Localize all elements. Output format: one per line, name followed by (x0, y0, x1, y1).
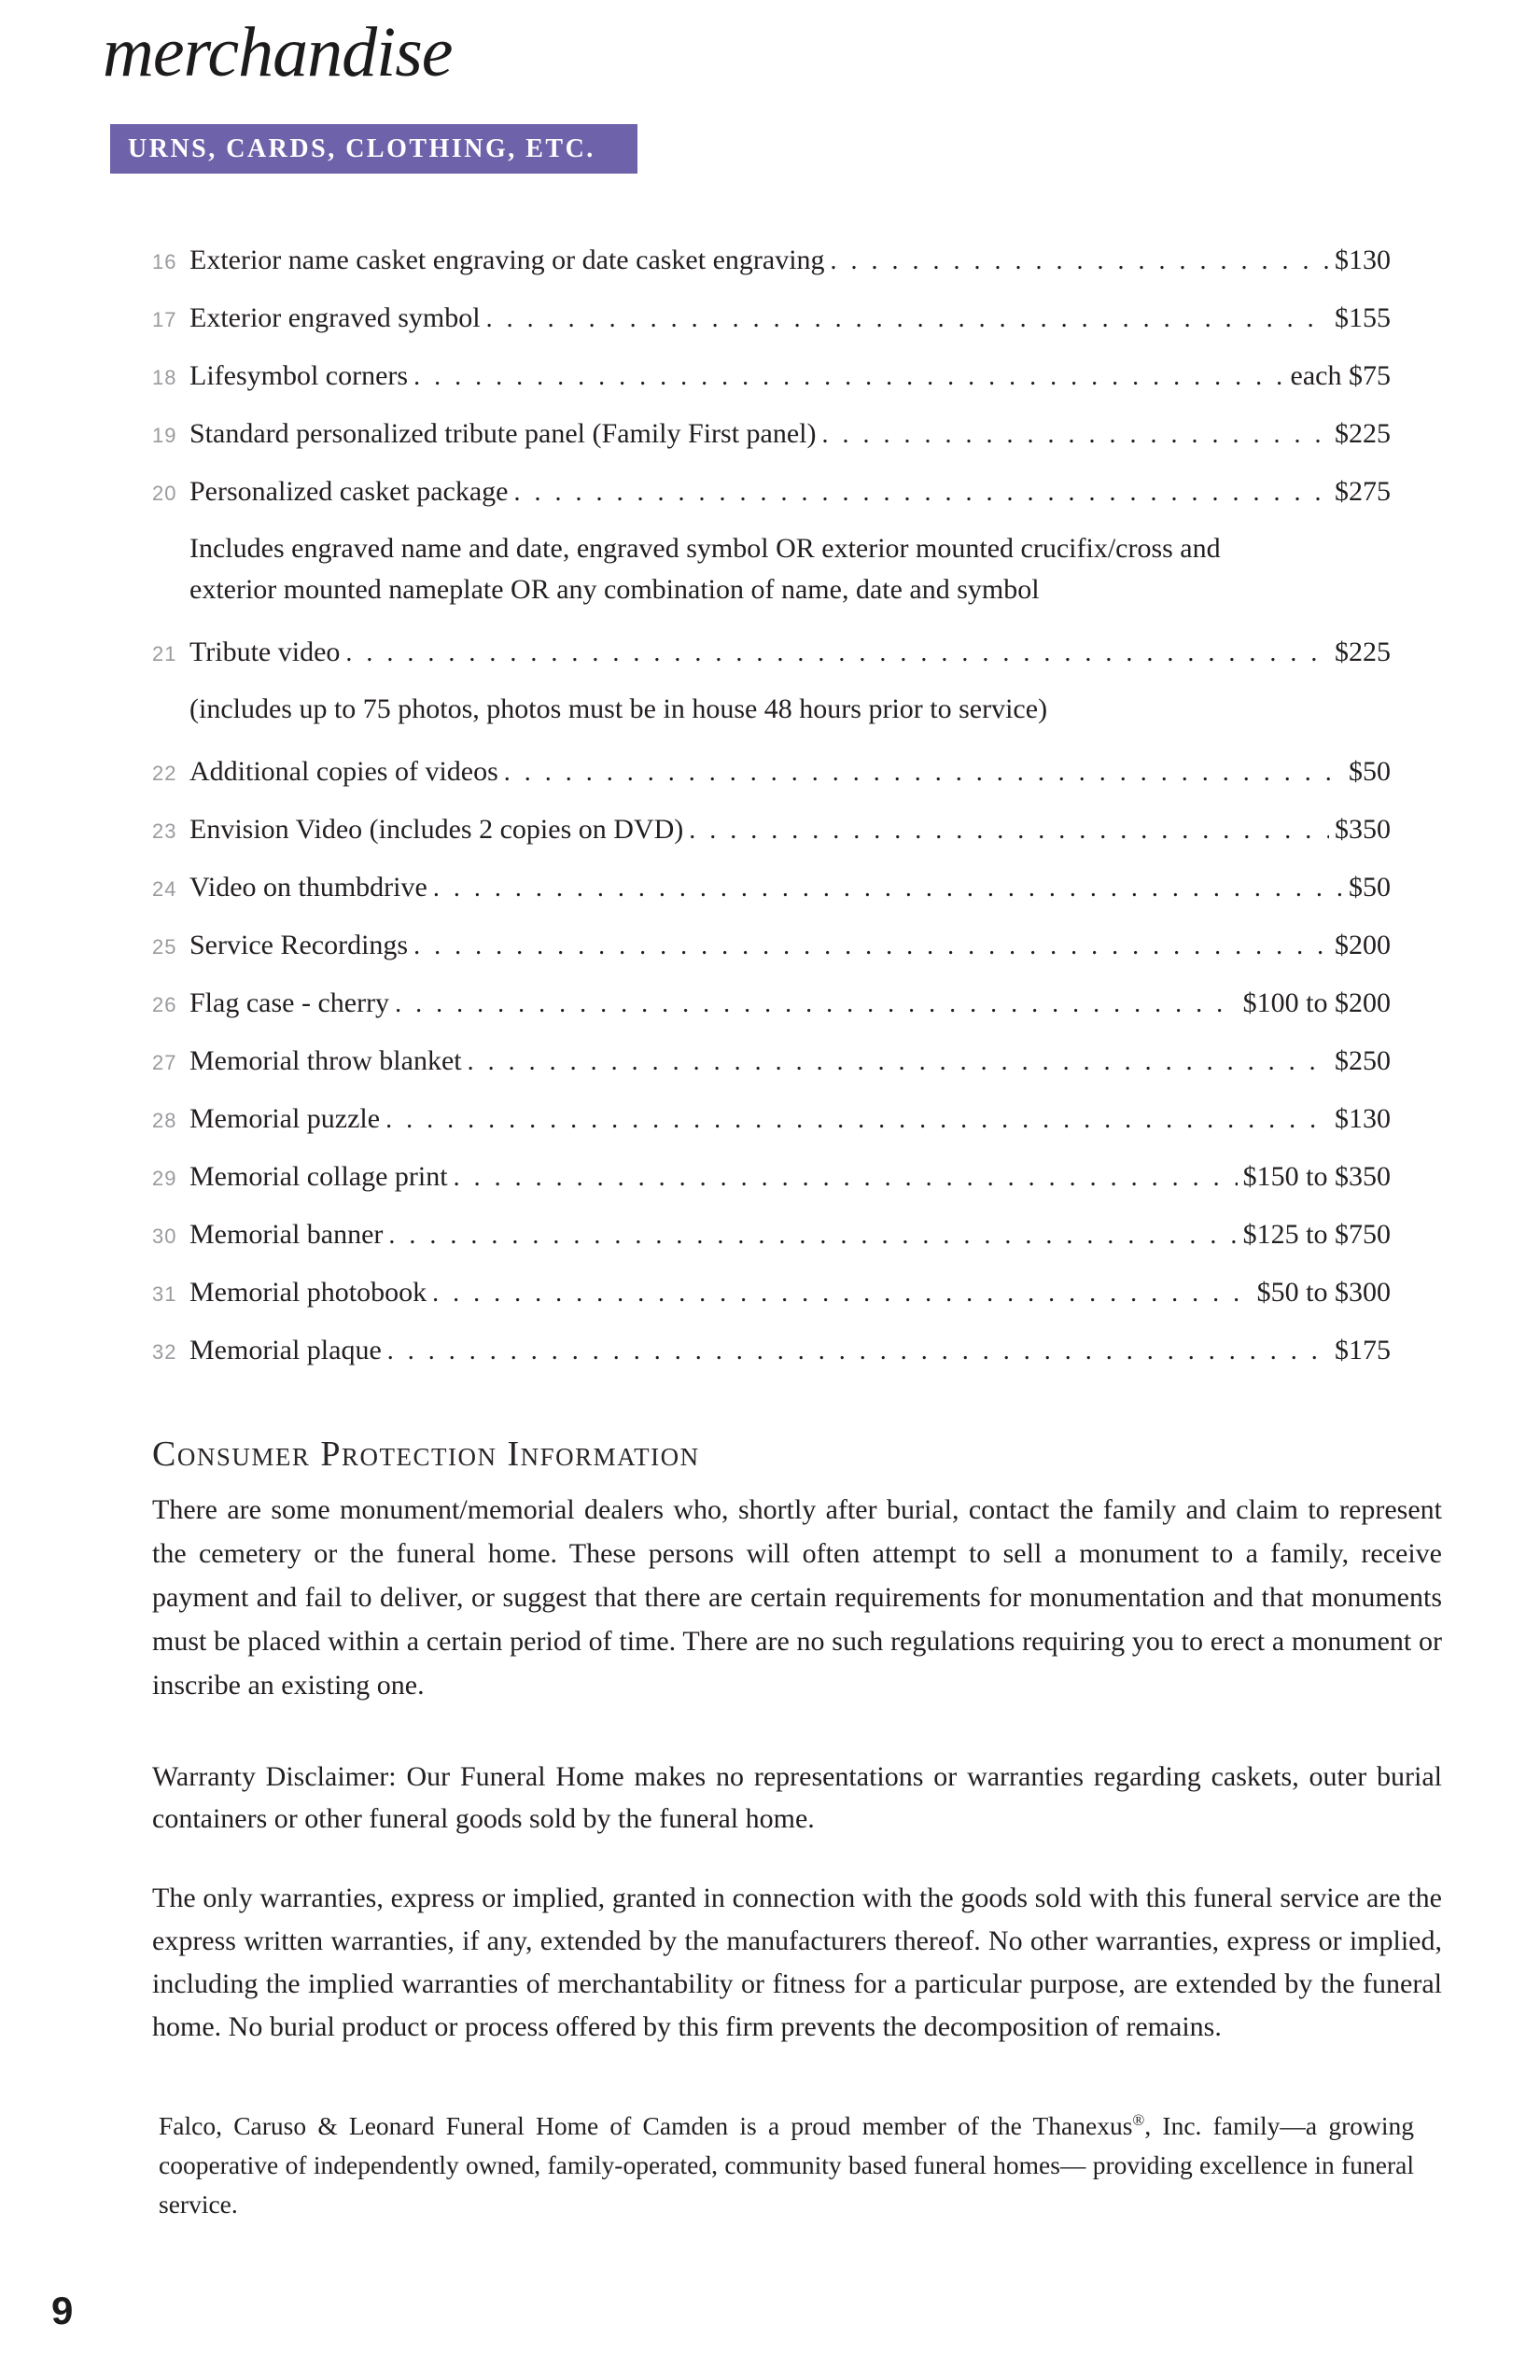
item-label: Personalized casket package (189, 476, 509, 507)
item-number: 22 (152, 762, 177, 785)
item-number: 25 (152, 935, 177, 959)
footer-text-pre: Falco, Caruso & Leonard Funeral Home of Camden is a proud member of the Thanexus (159, 2111, 1133, 2141)
item-label: Memorial throw blanket (189, 1045, 462, 1076)
item-note: (includes up to 75 photos, photos must be in house 48 hours prior to service) (189, 693, 1048, 724)
price-list-item (152, 360, 1391, 392)
item-number: 24 (152, 877, 177, 901)
item-number: 23 (152, 819, 177, 843)
dot-leader (385, 1105, 1329, 1135)
item-price: $50 to $300 (1256, 1277, 1391, 1308)
item-number: 27 (152, 1051, 177, 1074)
consumer-protection-heading: Consumer Protection Information (152, 1435, 700, 1474)
price-list-item (152, 872, 1391, 903)
item-label: Memorial photobook (189, 1277, 427, 1308)
item-number: 32 (152, 1340, 177, 1364)
membership-footer-note (159, 2101, 1414, 2224)
price-list-item (152, 1335, 1391, 1366)
item-note: Includes engraved name and date, engraved symbol OR exterior mounted crucifix/cross and exterior mounted nameplate OR any combination of name, date and symbol (189, 533, 1221, 605)
consumer-protection-body: There are some monument/memorial dealers who, shortly after burial, contact the family and claim to represent the cemetery or the funeral home. These persons will often attempt to sell a monument to a family, receive payment and fail to deliver, or suggest that there are certain requirements for monumentation and that monuments must be placed within a certain period of time. There are no such regulations requiring you to erect a monument or inscribe an existing one. (152, 1494, 1442, 1701)
item-price: $250 (1335, 1045, 1391, 1076)
price-list-item (152, 756, 1391, 788)
item-price: $130 (1335, 245, 1391, 275)
dot-leader (831, 246, 1329, 276)
dot-leader (345, 638, 1329, 668)
item-number: 18 (152, 366, 177, 389)
price-list-item (152, 245, 1391, 276)
price-list-item (152, 930, 1391, 961)
item-price: $200 (1335, 930, 1391, 960)
price-list-item (152, 637, 1391, 668)
item-label: Video on thumbdrive (189, 872, 427, 903)
item-label: Memorial collage print (189, 1161, 448, 1192)
dot-leader (388, 1221, 1237, 1251)
page-title: merchandise (103, 13, 453, 91)
price-list-item (152, 1219, 1391, 1251)
item-number: 20 (152, 482, 177, 505)
item-label: Exterior engraved symbol (189, 302, 481, 333)
price-list (152, 245, 1391, 1366)
price-list-item (152, 476, 1391, 508)
item-price: $275 (1335, 476, 1391, 507)
dot-leader (486, 304, 1329, 334)
item-label: Flag case - cherry (189, 987, 390, 1018)
item-number: 21 (152, 642, 177, 665)
item-label: Memorial plaque (189, 1335, 382, 1365)
item-label: Memorial puzzle (189, 1103, 381, 1134)
warranty-disclaimer-paragraph: Warranty Disclaimer: Our Funeral Home makes no representations or warranties regarding caskets, outer burial containers or other funeral goods sold by the funeral home. (152, 1761, 1442, 1834)
dot-leader (504, 758, 1343, 788)
item-price: $225 (1335, 637, 1391, 667)
item-label: Additional copies of videos (189, 756, 498, 787)
section-banner (110, 124, 637, 174)
item-number: 31 (152, 1282, 177, 1306)
price-list-item (152, 418, 1391, 450)
item-label: Service Recordings (189, 930, 409, 960)
dot-leader (395, 989, 1238, 1019)
item-price: each $75 (1290, 360, 1391, 391)
item-price: $155 (1335, 302, 1391, 333)
item-label: Lifesymbol corners (189, 360, 409, 391)
item-number: 19 (152, 424, 177, 447)
item-price: $50 (1349, 872, 1391, 903)
warranty-details-paragraph: The only warranties, express or implied, granted in connection with the goods sold with this funeral service are the express written warranties, if any, extended by the manufacturers thereof. No other warranties, express or implied, including the implied warranties of merchantability or fitness for a particular purpose, are extended by the funeral home. No burial product or process offered by this firm prevents the decomposition of remains. (152, 1883, 1442, 2042)
price-list-item (152, 814, 1391, 846)
registered-trademark-symbol: ® (1132, 2111, 1145, 2129)
item-label: Exterior name casket engraving or date casket engraving (189, 245, 825, 275)
banner-label: URNS, CARDS, CLOTHING, ETC. (128, 133, 595, 163)
item-price: $175 (1335, 1335, 1391, 1365)
content-column (152, 245, 1442, 2224)
price-list-item (152, 1103, 1391, 1135)
item-price: $125 to $750 (1242, 1219, 1391, 1250)
price-list-item (152, 1045, 1391, 1077)
dot-leader (432, 1279, 1252, 1309)
item-price: $225 (1335, 418, 1391, 449)
dot-leader (433, 874, 1343, 903)
price-list-item (152, 987, 1391, 1019)
page-number: 9 (51, 2289, 74, 2332)
item-price: $350 (1335, 814, 1391, 845)
dot-leader (454, 1163, 1238, 1193)
dot-leader (413, 362, 1284, 392)
dot-leader (689, 816, 1329, 846)
item-price: $100 to $200 (1242, 987, 1391, 1018)
item-label: Standard personalized tribute panel (Family First panel) (189, 418, 817, 449)
item-label: Envision Video (includes 2 copies on DVD) (189, 814, 684, 845)
item-number: 28 (152, 1109, 177, 1132)
price-list-item (152, 1161, 1391, 1193)
dot-leader (514, 478, 1330, 508)
item-number: 17 (152, 308, 177, 331)
item-price: $130 (1335, 1103, 1391, 1134)
item-price: $50 (1349, 756, 1391, 787)
item-number: 29 (152, 1167, 177, 1190)
item-number: 26 (152, 993, 177, 1016)
dot-leader (468, 1047, 1329, 1077)
price-list-item (152, 1277, 1391, 1309)
dot-leader (387, 1337, 1329, 1366)
footer-text-post: , Inc. family—a growing cooperative of independently owned, family-operated, community based funeral homes— providing excellence in funeral service. (159, 2111, 1415, 2219)
item-label: Memorial banner (189, 1219, 384, 1250)
item-number: 30 (152, 1225, 177, 1248)
item-number: 16 (152, 250, 177, 273)
dot-leader (821, 420, 1329, 450)
item-price: $150 to $350 (1242, 1161, 1391, 1192)
dot-leader (413, 931, 1329, 961)
price-list-item (152, 302, 1391, 334)
item-label: Tribute video (189, 637, 341, 667)
